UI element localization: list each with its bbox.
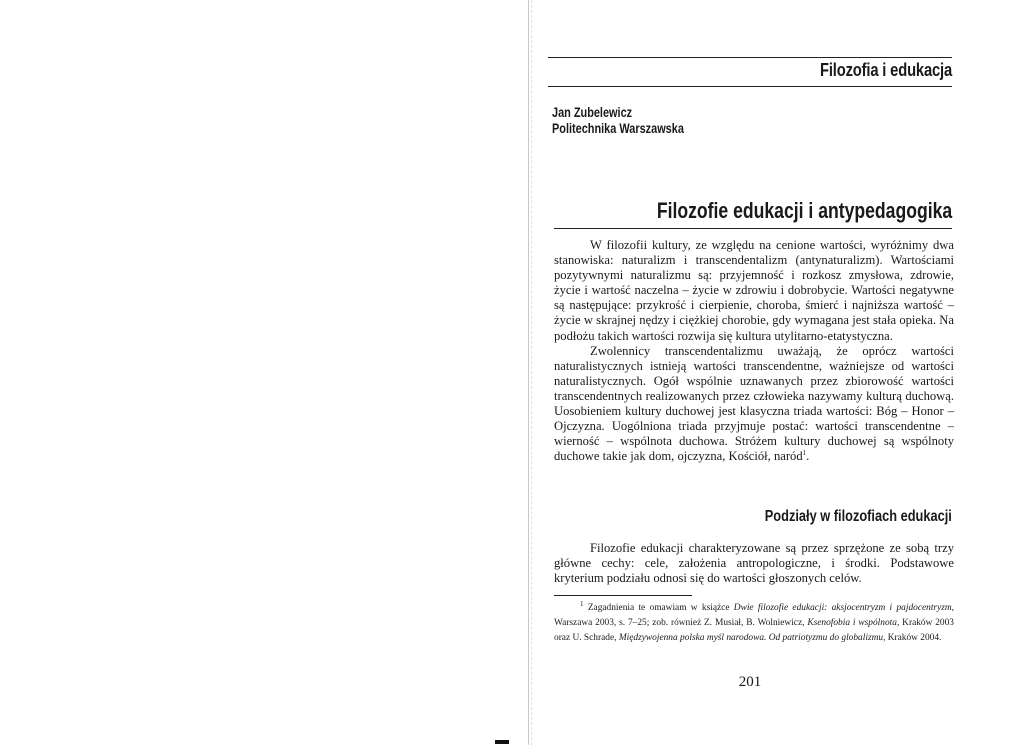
footnote-text-3: , Kraków 2003 oraz U. Schrade, [554,618,954,643]
title-rule [554,228,952,229]
footnote-ref[interactable]: 1 [802,449,807,458]
page-number: 201 [738,674,762,690]
right-page [548,0,955,745]
footnote-book-title-1: Dwie filozofie edukacji: aksjocentryzm i pajdocentryzm [733,603,952,613]
header-rule-bottom [548,86,952,87]
footnote-text-4: , Kraków 2004. [883,633,942,643]
article-body [554,238,954,464]
footnote-rule [554,595,692,596]
footnote-book-title-3: Międzywojenna polska myśl narodowa. Od patriotyzmu do globalizmu [618,633,884,643]
section-title: Podziały w filozofiach edukacji [764,508,952,525]
author-block [552,104,684,136]
paragraph-1: W filozofii kultury, ze względu na cenione wartości, wyróżnimy dwa stanowiska: naturalizm i transcendentalizm (antynaturalizm). Wartościami pozytywnymi naturalizmu są: przyjemność i rozkosz zmysłowa, zdrowie, życie i wartość naczelna – życie w zdrowiu i dobrobycie. Wartości negatywne są następujące: przykrość i cierpienie, choroba, śmierć i najniższa wartość – życie w skrajnej nędzy i ciężkiej chorobie, gdy wymagana jest stała opieka. Na podłożu takich wartości rozwija się kultura utylitarno-etatystyczna. [554,238,954,343]
spine-shadow [531,0,533,745]
footnote-text-1: Zagadnienia te omawiam w książce [587,603,734,613]
book-spine [528,0,529,745]
footnote-book-title-2: Ksenofobia i wspólnota [807,618,897,628]
header-rule-top [548,57,952,58]
footnote-number: 1 [580,599,584,608]
section-paragraph: Filozofie edukacji charakteryzowane są przez sprzężone ze sobą trzy główne cechy: cele, założenia antropologiczne, i środki. Podstawowe kryterium podziału odnosi się do wartości głoszonych celów. [554,541,954,586]
paragraph-2-text: Zwolennicy transcendentalizmu uważają, że oprócz wartości naturalistycznych istnieją wartości transcendentne, ważniejsze od wartości naturalistycznych. Ogół wspólnie uznawanych przez zbiorowość wartości transcendentnych realizowanych przez człowieka nazywamy kulturą duchową. Uosobieniem kultury duchowej jest klasyczna triada wartości: Bóg – Honor – Ojczyzna. Uogólniona triada przyjmuje postać: wartości transcendentne – wierność – wspólnota duchowa. Stróżem kultury duchowej są wspólnoty duchowe takie jak dom, ojczyzna, Kościół, naród [554,343,954,464]
footnote-text-2: , Warszawa 2003, s. 7–25; zob. również Z. Musiał, B. Wolniewicz, [554,603,955,628]
author-affiliation: Politechnika Warszawska [552,120,684,136]
author-name: Jan Zubelewicz [552,104,633,120]
running-head: Filozofia i edukacja [819,60,952,80]
scan-mark [495,740,509,744]
footnote [554,601,954,646]
section-body [554,541,954,586]
article-title: Filozofie edukacji i antypedagogika [656,198,952,223]
paragraph-2: Zwolennicy transcendentalizmu uważają, że oprócz wartości naturalistycznych istnieją wartości transcendentne, ważniejsze od wartości naturalistycznych. Ogół wspólnie uznawanych przez zbiorowość wartości transcendentnych realizowanych przez człowieka nazywamy kulturą duchową. Uosobieniem kultury duchowej jest klasyczna triada wartości: Bóg – Honor – Ojczyzna. Uogólniona triada przyjmuje postać: wartości transcendentne – wierność – wspólnota duchowa. Stróżem kultury duchowej są wspólnoty duchowe takie jak dom, ojczyzna, Kościół, naród$^1$. [554,343,954,464]
